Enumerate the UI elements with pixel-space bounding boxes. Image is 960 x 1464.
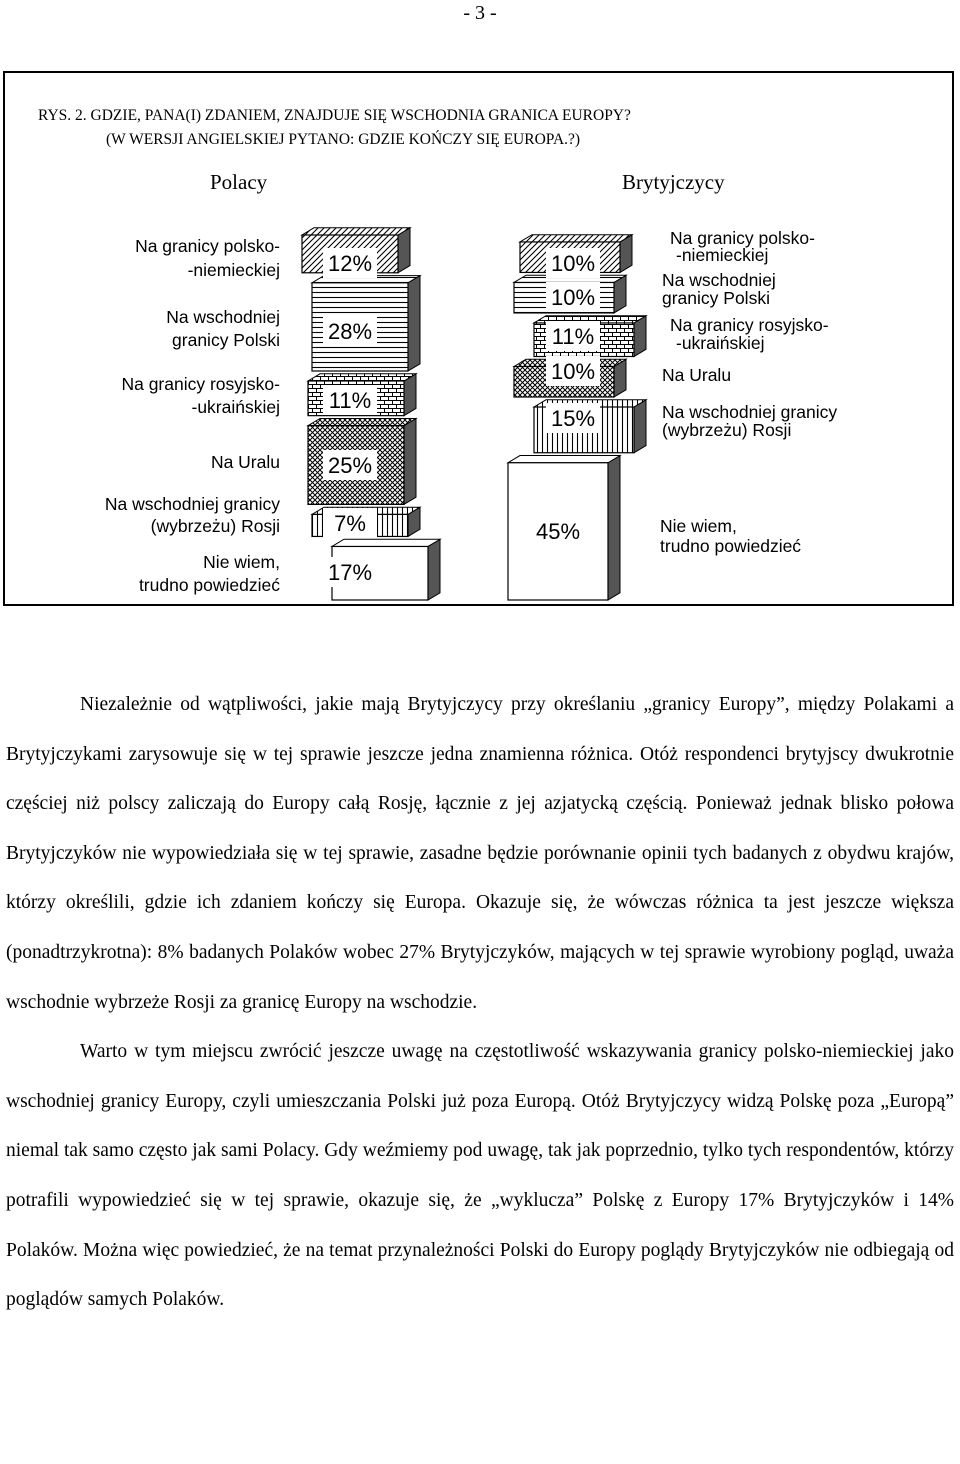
value-label-0-4: 7% [334,511,366,536]
page-number: - 3 - [463,2,497,24]
bar-top-1-5 [508,456,620,463]
value-label-1-5: 45% [535,519,581,544]
bar-side-0-0 [398,228,410,273]
left-label-1-1: granicy Polski [172,330,280,350]
left-label-1-0: Na wschodniej [166,307,280,327]
right-label-5-0: Nie wiem, [660,516,737,536]
left-label-4-1: (wybrzeżu) Rosji [150,516,280,536]
value-label-1-2: 11% [551,324,595,349]
value-label-0-2: 11% [328,388,372,413]
right-label-1-0: Na wschodniej [662,270,776,290]
value-label-0-1: 28% [327,319,373,344]
value-label-1-3: 10% [550,359,596,384]
body-text [6,680,954,1325]
bar-top-0-5 [332,539,440,546]
caption-line-2: (W WERSJI ANGIELSKIEJ PYTANO: GDZIE KOŃCZY SIĘ EUROPA.?) [106,131,581,148]
right-label-4-0: Na wschodniej granicy [662,402,838,422]
left-label-2-0: Na granicy rosyjsko- [121,374,280,394]
stacked-bar-chart [0,0,960,620]
group-title-right: Brytyjczycy [622,170,725,194]
left-label-3-0: Na Uralu [210,452,280,472]
left-label-2-1: -ukraińskiej [191,397,280,417]
value-label-1-4: 15% [550,406,596,431]
right-label-2-0: Na granicy rosyjsko- [670,315,829,335]
bar-side-0-5 [428,539,440,600]
left-label-4-0: Na wschodniej granicy [104,494,280,514]
bar-top-0-0 [302,228,410,235]
bar-top-0-2 [308,374,416,381]
bar-side-1-4 [634,400,646,453]
value-label-0-3: 25% [327,453,373,478]
left-label-5-0: Nie wiem, [203,552,280,572]
left-label-0-1: -niemieckiej [187,260,280,280]
paragraph-2: Warto w tym miejscu zwrócić jeszcze uwagę na częstotliwość wskazywania granicy polsko-niemieckiej jako wschodniej granicy Europy, czyli umieszczania Polski już poza Europą. Otóż Brytyjczycy widzą Polskę poza „Europą” niemal tak samo często jak sami Polacy. Gdy weźmiemy pod uwagę, tak jak poprzednio, tylko tych respondentów, którzy potrafili wypowiedzieć się w tej sprawie, okazuje się, że „wyklucza” Polskę z Europy 17% Brytyjczyków i 14% Polaków. Można więc powiedzieć, że na temat przynależności Polski do Europy poglądy Brytyjczyków nie odbiegają od poglądów samych Polaków. [6,1041,954,1311]
bar-top-0-3 [308,418,416,425]
value-label-0-5: 17% [327,560,373,585]
right-label-3-0: Na Uralu [662,365,732,385]
value-label-1-0: 10% [550,251,596,276]
value-label-1-1: 10% [550,285,596,310]
left-label-0-0: Na granicy polsko- [135,236,280,256]
right-label-4-1: (wybrzeżu) Rosji [662,420,792,440]
right-label-0-1: -niemieckiej [676,245,769,265]
right-label-1-1: granicy Polski [662,288,770,308]
paragraph-1: Niezależnie od wątpliwości, jakie mają Brytyjczycy przy określaniu „granicy Europy”, między Polakami a Brytyjczykami zarysowuje się w tej sprawie jeszcze jedna znamienna różnica. Otóż respondenci brytyjscy dwukrotnie częściej niż polscy zaliczają do Europy całą Rosję, łącznie z jej azjatycką częścią. Ponieważ jednak blisko połowa Brytyjczyków nie wypowiedziała się w tej sprawie, zasadne będzie porównanie opinii tych badanych z obydwu krajów, którzy określili, gdzie ich zdaniem kończy się Europa. Okazuje się, że wówczas różnica ta jest jeszcze większa (ponadtrzykrotna): 8% badanych Polaków wobec 27% Brytyjczyków, mających w tej sprawie wyrobiony pogląd, uważa wschodnie wybrzeże Rosji za granicę Europy na wschodzie. [6,694,954,1013]
right-label-5-1: trudno powiedzieć [660,536,802,556]
group-title-left: Polacy [210,170,268,194]
bar-side-0-1 [408,276,420,371]
right-label-2-1: -ukraińskiej [676,333,765,353]
right-label-0-0: Na granicy polsko- [670,228,815,248]
bar-side-1-5 [608,456,620,600]
caption-line-1: RYS. 2. GDZIE, PANA(I) ZDANIEM, ZNAJDUJE SIĘ WSCHODNIA GRANICA EUROPY? [38,107,631,124]
value-label-0-0: 12% [327,251,373,276]
bar-top-1-0 [520,235,632,242]
left-label-5-1: trudno powiedzieć [138,575,280,595]
bar-side-0-3 [404,418,416,504]
